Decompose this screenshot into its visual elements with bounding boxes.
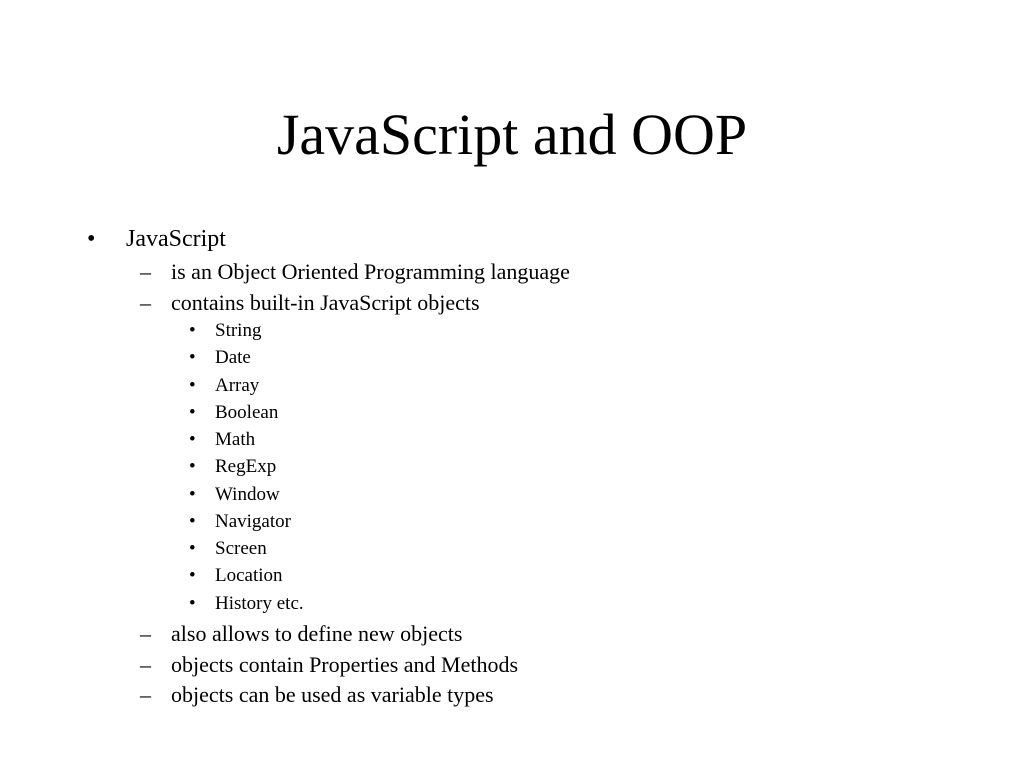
object-item-text: Boolean [215, 402, 279, 423]
bullet-marker: • [189, 429, 196, 450]
object-item-text: Date [215, 347, 251, 368]
object-item-text: Location [215, 565, 283, 586]
object-item [0, 372, 1024, 399]
bullet-text: JavaScript [126, 226, 226, 252]
sub-item-text: is an Object Oriented Programming language [171, 259, 570, 284]
bullet-marker: • [189, 593, 196, 614]
bullet-marker: • [189, 511, 196, 532]
sub-item-text: also allows to define new objects [171, 621, 463, 646]
bullet-marker: • [189, 484, 196, 505]
object-item-text: String [215, 320, 262, 341]
object-item [0, 508, 1024, 535]
object-item [0, 317, 1024, 344]
sub-item [0, 650, 1024, 680]
sub-item [0, 680, 1024, 710]
bullet-marker: • [189, 538, 196, 559]
object-item-text: Navigator [215, 511, 291, 532]
sub-item-text: objects can be used as variable types [171, 682, 494, 707]
dash-marker: – [140, 290, 151, 315]
object-item [0, 426, 1024, 453]
object-item [0, 590, 1024, 617]
dash-marker: – [140, 682, 151, 707]
sub-item [0, 257, 1024, 287]
dash-marker: – [140, 621, 151, 646]
object-item [0, 453, 1024, 480]
bullet-marker: • [189, 402, 196, 423]
dash-marker: – [140, 259, 151, 284]
bullet-marker: • [189, 565, 196, 586]
object-item-text: RegExp [215, 456, 277, 477]
sub-item-text: contains built-in JavaScript objects [171, 290, 480, 315]
object-item [0, 535, 1024, 562]
object-item-text: Array [215, 375, 260, 396]
object-item-text: Math [215, 429, 256, 450]
object-item-text: History etc. [215, 593, 304, 614]
bullet-marker: • [87, 226, 96, 252]
object-item-text: Window [215, 484, 280, 505]
dash-marker: – [140, 652, 151, 677]
bullet-marker: • [189, 347, 196, 368]
sub-item [0, 619, 1024, 649]
object-item [0, 344, 1024, 371]
bullet-marker: • [189, 456, 196, 477]
bullet-marker: • [189, 320, 196, 341]
sub-item-text: objects contain Properties and Methods [171, 652, 519, 677]
object-item [0, 481, 1024, 508]
slide-title: JavaScript and OOP [276, 102, 748, 167]
object-item-text: Screen [215, 538, 267, 559]
object-item [0, 562, 1024, 589]
bullet-marker: • [189, 375, 196, 396]
bullet-item [0, 224, 1024, 254]
sub-item [0, 288, 1024, 318]
object-item [0, 399, 1024, 426]
